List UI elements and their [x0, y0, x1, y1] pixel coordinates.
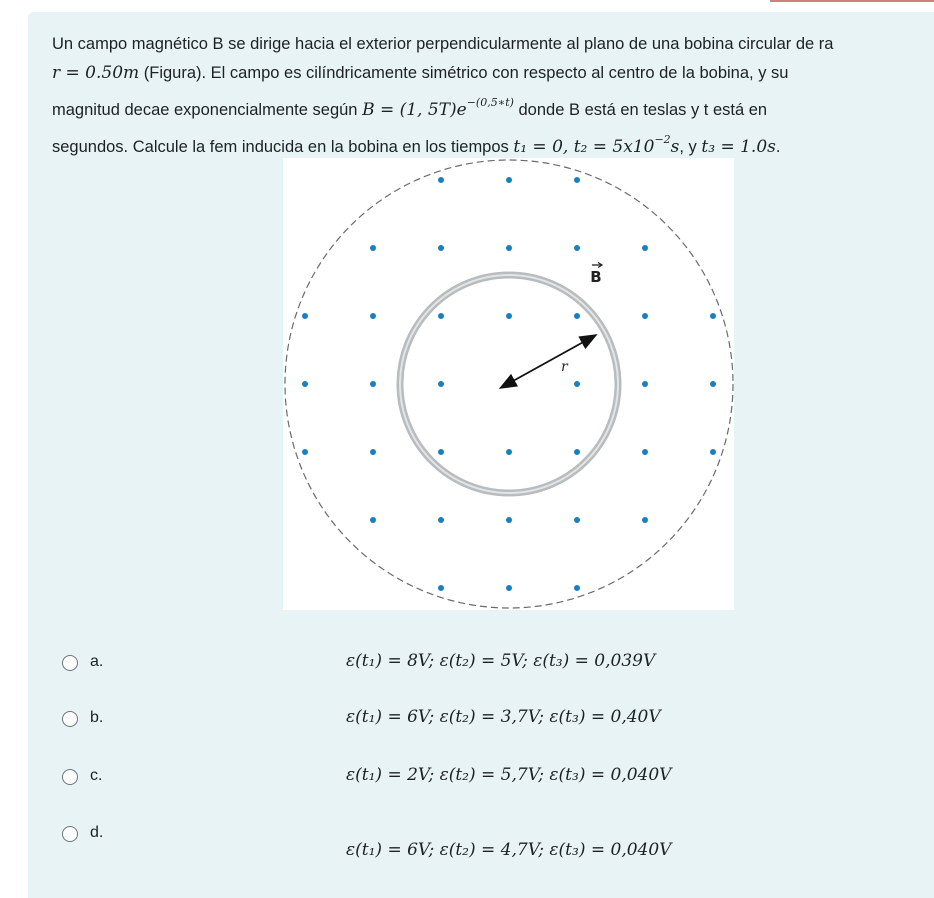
field-dot — [506, 381, 512, 387]
field-dot — [574, 449, 580, 455]
field-dot — [642, 245, 648, 251]
field-dot — [642, 381, 648, 387]
field-dot — [438, 517, 444, 523]
option-d-letter: d. — [90, 824, 104, 841]
field-dot — [370, 517, 376, 523]
option-a[interactable] — [58, 649, 818, 679]
field-dot — [574, 313, 580, 319]
field-dot — [302, 313, 308, 319]
option-c[interactable] — [58, 763, 818, 793]
field-dot — [574, 177, 580, 183]
field-dot — [302, 381, 308, 387]
field-dot — [642, 449, 648, 455]
question-card — [28, 12, 934, 898]
radio-option-c[interactable] — [62, 769, 78, 785]
radio-option-d[interactable] — [62, 826, 78, 842]
field-dot — [574, 585, 580, 591]
field-dot — [642, 313, 648, 319]
radio-option-b[interactable] — [62, 711, 78, 727]
field-dot — [438, 381, 444, 387]
field-dot — [438, 177, 444, 183]
field-label-b: B — [590, 268, 602, 286]
field-dot — [370, 381, 376, 387]
field-dot — [506, 585, 512, 591]
question-line-1: Un campo magnético B se dirige hacia el exterior perpendicularmente al plano de una bobina circular de ra — [52, 35, 834, 53]
field-dot — [710, 449, 716, 455]
option-a-letter: a. — [90, 653, 104, 670]
field-dot — [506, 449, 512, 455]
field-dot — [506, 177, 512, 183]
field-dot — [506, 517, 512, 523]
field-dot — [710, 381, 716, 387]
option-a-formula: ε(t₁) = 8V; ε(t₂) = 5V; ε(t₃) = 0,039V — [346, 651, 656, 671]
field-dot — [574, 381, 580, 387]
question-line-4: segundos. Calcule la fem inducida en la bobina en los tiempos t₁ = 0, $t_2 = 5x10^{-2}s$, y t₃ = 1.0s. — [52, 133, 781, 157]
field-dot — [370, 245, 376, 251]
field-dot — [370, 449, 376, 455]
field-dot — [438, 313, 444, 319]
coil-figure — [283, 158, 734, 610]
option-b-formula: ε(t₁) = 6V; ε(t₂) = 3,7V; ε(t₃) = 0,40V — [346, 707, 661, 727]
option-c-formula: ε(t₁) = 2V; ε(t₂) = 5,7V; ε(t₃) = 0,040V — [346, 765, 672, 785]
question-line-3: magnitud decae exponencialmente según B = (1, $5T)e^{-(0,5∗t)}$ donde B está en teslas y t está en — [52, 96, 768, 120]
question-line-2: r = 0.50m (Figura). El campo es cilíndricamente simétrico con respecto al centro de la bobina, y su — [52, 63, 789, 83]
field-dot — [506, 313, 512, 319]
field-dot — [438, 449, 444, 455]
field-dot — [438, 585, 444, 591]
top-accent-line — [770, 0, 934, 2]
field-dot — [574, 517, 580, 523]
field-dots — [302, 177, 716, 591]
option-c-letter: c. — [90, 767, 103, 784]
coil-diagram — [283, 158, 734, 610]
field-dot — [438, 245, 444, 251]
option-b[interactable] — [58, 705, 818, 735]
question-text — [52, 30, 934, 162]
radio-option-a[interactable] — [62, 655, 78, 671]
option-d[interactable] — [58, 820, 818, 860]
option-b-letter: b. — [90, 709, 104, 726]
field-dot — [370, 313, 376, 319]
radius-arrow — [513, 335, 596, 381]
field-dot — [710, 313, 716, 319]
field-dot — [574, 245, 580, 251]
option-d-formula: ε(t₁) = 6V; ε(t₂) = 4,7V; ε(t₃) = 0,040V — [346, 840, 672, 860]
field-dot — [642, 517, 648, 523]
field-dot — [302, 449, 308, 455]
field-dot — [506, 245, 512, 251]
radius-label: r — [561, 359, 568, 375]
